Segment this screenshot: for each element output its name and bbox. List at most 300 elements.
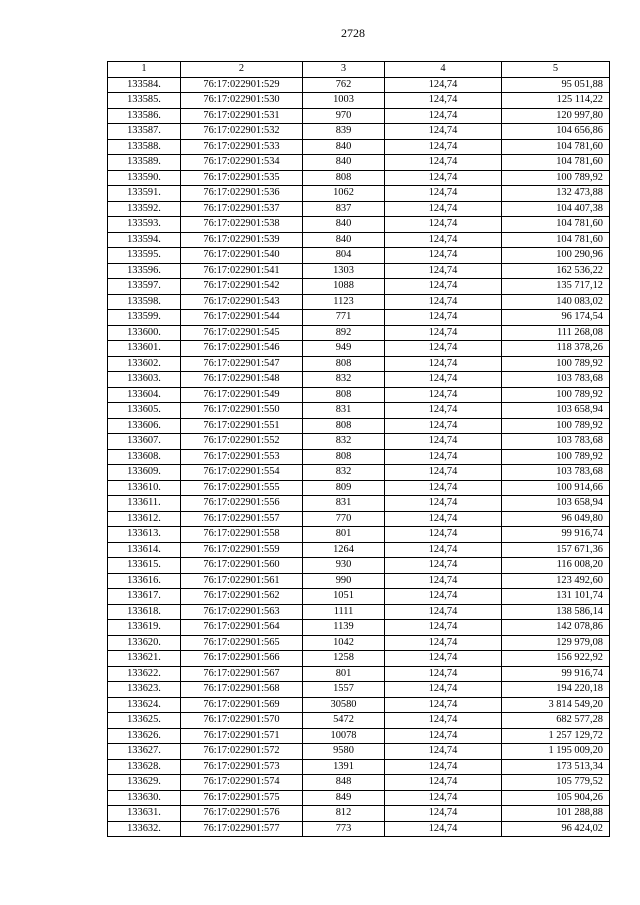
row-number-cell: 133589. [108,155,181,171]
amount-cell: 96 424,02 [502,821,610,837]
area-cell: 808 [303,449,385,465]
row-number-cell: 133632. [108,821,181,837]
cadastral-number-cell: 76:17:022901:536 [181,186,303,202]
cadastral-number-cell: 76:17:022901:538 [181,217,303,233]
cadastral-number-cell: 76:17:022901:566 [181,651,303,667]
row-number-cell: 133629. [108,775,181,791]
cadastral-number-cell: 76:17:022901:563 [181,604,303,620]
rate-cell: 124,74 [385,666,502,682]
amount-cell: 125 114,22 [502,93,610,109]
row-number-cell: 133595. [108,248,181,264]
amount-cell: 100 789,92 [502,356,610,372]
cadastral-number-cell: 76:17:022901:564 [181,620,303,636]
amount-cell: 100 789,92 [502,170,610,186]
cadastral-number-cell: 76:17:022901:529 [181,77,303,93]
row-number-cell: 133610. [108,480,181,496]
amount-cell: 131 101,74 [502,589,610,605]
rate-cell: 124,74 [385,139,502,155]
rate-cell: 124,74 [385,341,502,357]
table-row [108,759,610,775]
rate-cell: 124,74 [385,635,502,651]
table-row [108,511,610,527]
cadastral-number-cell: 76:17:022901:532 [181,124,303,140]
row-number-cell: 133630. [108,790,181,806]
rate-cell: 124,74 [385,387,502,403]
amount-cell: 100 914,66 [502,480,610,496]
row-number-cell: 133600. [108,325,181,341]
area-cell: 30580 [303,697,385,713]
cadastral-number-cell: 76:17:022901:541 [181,263,303,279]
area-cell: 832 [303,465,385,481]
table-row [108,806,610,822]
rate-cell: 124,74 [385,325,502,341]
cadastral-number-cell: 76:17:022901:575 [181,790,303,806]
area-cell: 5472 [303,713,385,729]
table-row [108,217,610,233]
amount-cell: 132 473,88 [502,186,610,202]
area-cell: 840 [303,232,385,248]
amount-cell: 103 783,68 [502,372,610,388]
table-row [108,108,610,124]
amount-cell: 101 288,88 [502,806,610,822]
area-cell: 1111 [303,604,385,620]
table-row [108,589,610,605]
table-row [108,666,610,682]
column-header-5: 5 [502,62,610,78]
area-cell: 812 [303,806,385,822]
area-cell: 771 [303,310,385,326]
rate-cell: 124,74 [385,775,502,791]
amount-cell: 123 492,60 [502,573,610,589]
amount-cell: 96 049,80 [502,511,610,527]
row-number-cell: 133631. [108,806,181,822]
cadastral-number-cell: 76:17:022901:548 [181,372,303,388]
area-cell: 840 [303,139,385,155]
amount-cell: 173 513,34 [502,759,610,775]
amount-cell: 100 789,92 [502,449,610,465]
table-row [108,821,610,837]
area-cell: 837 [303,201,385,217]
table-header [108,62,610,78]
row-number-cell: 133609. [108,465,181,481]
rate-cell: 124,74 [385,589,502,605]
cadastral-number-cell: 76:17:022901:558 [181,527,303,543]
rate-cell: 124,74 [385,604,502,620]
cadastral-number-cell: 76:17:022901:555 [181,480,303,496]
area-cell: 1088 [303,279,385,295]
amount-cell: 104 656,86 [502,124,610,140]
column-header-4: 4 [385,62,502,78]
cadastral-number-cell: 76:17:022901:576 [181,806,303,822]
cadastral-number-cell: 76:17:022901:567 [181,666,303,682]
row-number-cell: 133606. [108,418,181,434]
row-number-cell: 133626. [108,728,181,744]
rate-cell: 124,74 [385,682,502,698]
cadastral-number-cell: 76:17:022901:557 [181,511,303,527]
table-row [108,651,610,667]
row-number-cell: 133617. [108,589,181,605]
row-number-cell: 133587. [108,124,181,140]
row-number-cell: 133607. [108,434,181,450]
cadastral-number-cell: 76:17:022901:554 [181,465,303,481]
cadastral-number-cell: 76:17:022901:550 [181,403,303,419]
cadastral-number-cell: 76:17:022901:537 [181,201,303,217]
area-cell: 1123 [303,294,385,310]
area-cell: 808 [303,170,385,186]
rate-cell: 124,74 [385,108,502,124]
rate-cell: 124,74 [385,511,502,527]
area-cell: 832 [303,372,385,388]
rate-cell: 124,74 [385,372,502,388]
cadastral-number-cell: 76:17:022901:572 [181,744,303,760]
table-row [108,232,610,248]
row-number-cell: 133591. [108,186,181,202]
row-number-cell: 133615. [108,558,181,574]
table-row [108,496,610,512]
row-number-cell: 133594. [108,232,181,248]
area-cell: 804 [303,248,385,264]
cadastral-number-cell: 76:17:022901:553 [181,449,303,465]
cadastral-number-cell: 76:17:022901:542 [181,279,303,295]
area-cell: 892 [303,325,385,341]
rate-cell: 124,74 [385,542,502,558]
area-cell: 809 [303,480,385,496]
cadastral-number-cell: 76:17:022901:552 [181,434,303,450]
rate-cell: 124,74 [385,480,502,496]
amount-cell: 103 783,68 [502,434,610,450]
rate-cell: 124,74 [385,124,502,140]
area-cell: 832 [303,434,385,450]
row-number-cell: 133605. [108,403,181,419]
table-row [108,573,610,589]
amount-cell: 1 257 129,72 [502,728,610,744]
amount-cell: 135 717,12 [502,279,610,295]
row-number-cell: 133585. [108,93,181,109]
area-cell: 773 [303,821,385,837]
table-row [108,186,610,202]
table-row [108,403,610,419]
amount-cell: 96 174,54 [502,310,610,326]
area-cell: 1264 [303,542,385,558]
table-row [108,418,610,434]
rate-cell: 124,74 [385,697,502,713]
table-row [108,480,610,496]
table-row [108,542,610,558]
table-body [108,77,610,837]
table-row [108,124,610,140]
cadastral-number-cell: 76:17:022901:568 [181,682,303,698]
rate-cell: 124,74 [385,651,502,667]
rate-cell: 124,74 [385,790,502,806]
table-row [108,790,610,806]
cadastral-number-cell: 76:17:022901:577 [181,821,303,837]
table-row [108,682,610,698]
amount-cell: 116 008,20 [502,558,610,574]
row-number-cell: 133622. [108,666,181,682]
row-number-cell: 133597. [108,279,181,295]
rate-cell: 124,74 [385,310,502,326]
rate-cell: 124,74 [385,728,502,744]
amount-cell: 100 789,92 [502,418,610,434]
cadastral-number-cell: 76:17:022901:545 [181,325,303,341]
table-row [108,434,610,450]
table-row [108,387,610,403]
column-header-1: 1 [108,62,181,78]
amount-cell: 142 078,86 [502,620,610,636]
cadastral-number-cell: 76:17:022901:540 [181,248,303,264]
row-number-cell: 133613. [108,527,181,543]
area-cell: 1051 [303,589,385,605]
cadastral-number-cell: 76:17:022901:571 [181,728,303,744]
row-number-cell: 133584. [108,77,181,93]
cadastral-number-cell: 76:17:022901:570 [181,713,303,729]
cadastral-number-cell: 76:17:022901:547 [181,356,303,372]
table-row [108,744,610,760]
cadastral-number-cell: 76:17:022901:574 [181,775,303,791]
area-cell: 930 [303,558,385,574]
column-header-3: 3 [303,62,385,78]
column-header-2: 2 [181,62,303,78]
amount-cell: 103 658,94 [502,496,610,512]
cadastral-number-cell: 76:17:022901:534 [181,155,303,171]
amount-cell: 104 407,38 [502,201,610,217]
rate-cell: 124,74 [385,806,502,822]
cadastral-number-cell: 76:17:022901:573 [181,759,303,775]
table-row [108,77,610,93]
area-cell: 801 [303,666,385,682]
rate-cell: 124,74 [385,465,502,481]
row-number-cell: 133628. [108,759,181,775]
area-cell: 1557 [303,682,385,698]
amount-cell: 111 268,08 [502,325,610,341]
amount-cell: 95 051,88 [502,77,610,93]
amount-cell: 99 916,74 [502,666,610,682]
rate-cell: 124,74 [385,527,502,543]
rate-cell: 124,74 [385,759,502,775]
rate-cell: 124,74 [385,248,502,264]
data-table-container [107,61,610,837]
row-number-cell: 133598. [108,294,181,310]
rate-cell: 124,74 [385,186,502,202]
amount-cell: 105 779,52 [502,775,610,791]
table-row [108,465,610,481]
area-cell: 808 [303,418,385,434]
rate-cell: 124,74 [385,201,502,217]
row-number-cell: 133604. [108,387,181,403]
amount-cell: 100 290,96 [502,248,610,264]
rate-cell: 124,74 [385,217,502,233]
table-row [108,356,610,372]
area-cell: 808 [303,356,385,372]
cadastral-number-cell: 76:17:022901:551 [181,418,303,434]
cadastral-number-cell: 76:17:022901:544 [181,310,303,326]
amount-cell: 120 997,80 [502,108,610,124]
amount-cell: 104 781,60 [502,217,610,233]
row-number-cell: 133596. [108,263,181,279]
data-table [107,61,610,837]
row-number-cell: 133623. [108,682,181,698]
area-cell: 1042 [303,635,385,651]
row-number-cell: 133614. [108,542,181,558]
row-number-cell: 133599. [108,310,181,326]
cadastral-number-cell: 76:17:022901:569 [181,697,303,713]
amount-cell: 103 783,68 [502,465,610,481]
table-row [108,604,610,620]
cadastral-number-cell: 76:17:022901:535 [181,170,303,186]
table-row [108,93,610,109]
row-number-cell: 133608. [108,449,181,465]
amount-cell: 682 577,28 [502,713,610,729]
table-row [108,728,610,744]
amount-cell: 162 536,22 [502,263,610,279]
area-cell: 1303 [303,263,385,279]
amount-cell: 194 220,18 [502,682,610,698]
cadastral-number-cell: 76:17:022901:562 [181,589,303,605]
table-row [108,372,610,388]
table-row [108,775,610,791]
amount-cell: 118 378,26 [502,341,610,357]
rate-cell: 124,74 [385,77,502,93]
rate-cell: 124,74 [385,558,502,574]
table-row [108,279,610,295]
rate-cell: 124,74 [385,294,502,310]
table-row [108,294,610,310]
table-row [108,248,610,264]
amount-cell: 140 083,02 [502,294,610,310]
table-row [108,558,610,574]
row-number-cell: 133602. [108,356,181,372]
table-row [108,449,610,465]
cadastral-number-cell: 76:17:022901:565 [181,635,303,651]
rate-cell: 124,74 [385,449,502,465]
row-number-cell: 133624. [108,697,181,713]
table-row [108,713,610,729]
row-number-cell: 133593. [108,217,181,233]
row-number-cell: 133625. [108,713,181,729]
rate-cell: 124,74 [385,573,502,589]
rate-cell: 124,74 [385,496,502,512]
table-row [108,325,610,341]
area-cell: 970 [303,108,385,124]
table-row [108,341,610,357]
table-row [108,310,610,326]
row-number-cell: 133612. [108,511,181,527]
cadastral-number-cell: 76:17:022901:530 [181,93,303,109]
rate-cell: 124,74 [385,403,502,419]
row-number-cell: 133611. [108,496,181,512]
row-number-cell: 133588. [108,139,181,155]
cadastral-number-cell: 76:17:022901:561 [181,573,303,589]
area-cell: 839 [303,124,385,140]
cadastral-number-cell: 76:17:022901:539 [181,232,303,248]
row-number-cell: 133621. [108,651,181,667]
table-row [108,263,610,279]
row-number-cell: 133620. [108,635,181,651]
rate-cell: 124,74 [385,744,502,760]
rate-cell: 124,74 [385,713,502,729]
row-number-cell: 133603. [108,372,181,388]
amount-cell: 105 904,26 [502,790,610,806]
row-number-cell: 133616. [108,573,181,589]
table-row [108,635,610,651]
area-cell: 762 [303,77,385,93]
area-cell: 990 [303,573,385,589]
amount-cell: 99 916,74 [502,527,610,543]
amount-cell: 129 979,08 [502,635,610,651]
rate-cell: 124,74 [385,434,502,450]
rate-cell: 124,74 [385,93,502,109]
row-number-cell: 133590. [108,170,181,186]
area-cell: 848 [303,775,385,791]
area-cell: 10078 [303,728,385,744]
rate-cell: 124,74 [385,232,502,248]
cadastral-number-cell: 76:17:022901:533 [181,139,303,155]
row-number-cell: 133601. [108,341,181,357]
table-row [108,170,610,186]
area-cell: 949 [303,341,385,357]
area-cell: 840 [303,217,385,233]
amount-cell: 3 814 549,20 [502,697,610,713]
row-number-cell: 133619. [108,620,181,636]
area-cell: 9580 [303,744,385,760]
cadastral-number-cell: 76:17:022901:549 [181,387,303,403]
area-cell: 1062 [303,186,385,202]
cadastral-number-cell: 76:17:022901:531 [181,108,303,124]
area-cell: 849 [303,790,385,806]
amount-cell: 104 781,60 [502,139,610,155]
area-cell: 1139 [303,620,385,636]
amount-cell: 1 195 009,20 [502,744,610,760]
amount-cell: 156 922,92 [502,651,610,667]
table-row [108,620,610,636]
area-cell: 831 [303,496,385,512]
amount-cell: 100 789,92 [502,387,610,403]
table-row [108,155,610,171]
amount-cell: 138 586,14 [502,604,610,620]
area-cell: 1003 [303,93,385,109]
row-number-cell: 133618. [108,604,181,620]
area-cell: 831 [303,403,385,419]
row-number-cell: 133586. [108,108,181,124]
cadastral-number-cell: 76:17:022901:556 [181,496,303,512]
header-row [108,62,610,78]
rate-cell: 124,74 [385,418,502,434]
cadastral-number-cell: 76:17:022901:543 [181,294,303,310]
rate-cell: 124,74 [385,263,502,279]
cadastral-number-cell: 76:17:022901:559 [181,542,303,558]
row-number-cell: 133592. [108,201,181,217]
rate-cell: 124,74 [385,620,502,636]
area-cell: 1391 [303,759,385,775]
area-cell: 840 [303,155,385,171]
row-number-cell: 133627. [108,744,181,760]
table-row [108,139,610,155]
rate-cell: 124,74 [385,155,502,171]
rate-cell: 124,74 [385,356,502,372]
amount-cell: 104 781,60 [502,155,610,171]
amount-cell: 157 671,36 [502,542,610,558]
table-row [108,697,610,713]
cadastral-number-cell: 76:17:022901:546 [181,341,303,357]
area-cell: 801 [303,527,385,543]
table-row [108,527,610,543]
area-cell: 770 [303,511,385,527]
table-row [108,201,610,217]
rate-cell: 124,74 [385,821,502,837]
rate-cell: 124,74 [385,279,502,295]
page-number: 2728 [341,26,365,40]
rate-cell: 124,74 [385,170,502,186]
